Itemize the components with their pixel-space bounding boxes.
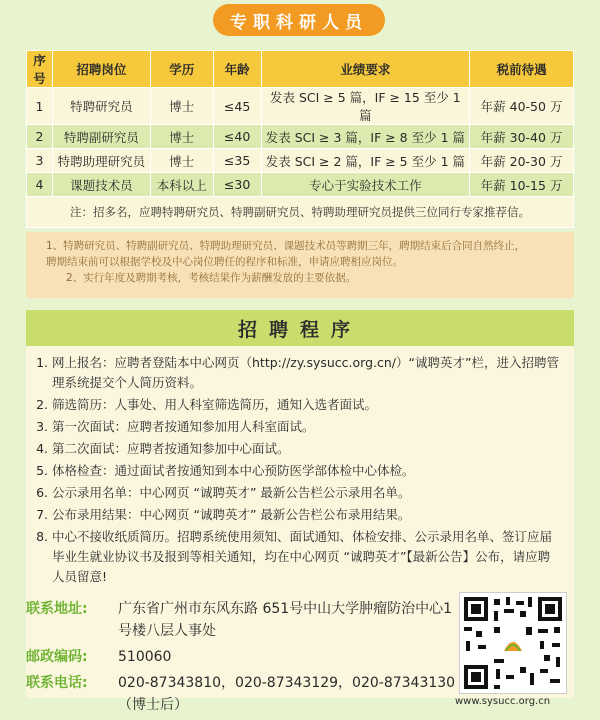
cell-index: 4 xyxy=(27,173,53,197)
recruitment-table xyxy=(26,50,574,228)
list-item xyxy=(26,395,574,415)
list-item xyxy=(26,461,574,481)
cell-salary: 年薪 20-30 万 xyxy=(470,149,574,173)
cell-index: 1 xyxy=(27,88,53,125)
step-number: 1. xyxy=(36,355,48,370)
list-item xyxy=(26,353,574,393)
col-header-age: 年龄 xyxy=(213,51,261,88)
list-item xyxy=(26,417,574,437)
step-text: 筛选简历：人事处、用人科室筛选简历，通知入选者面试。 xyxy=(52,397,378,412)
step-text: 公布录用结果：中心网页 “诚聘英才” 最新公告栏公布录用结果。 xyxy=(52,507,411,522)
list-item xyxy=(26,439,574,459)
step-text: 第二次面试：应聘者按通知参加中心面试。 xyxy=(52,441,290,456)
cell-salary: 年薪 40-50 万 xyxy=(470,88,574,125)
cell-requirements: 发表 SCI ≥ 5 篇，IF ≥ 15 至少 1 篇 xyxy=(261,88,470,125)
col-header-salary: 税前待遇 xyxy=(470,51,574,88)
cell-requirements: 发表 SCI ≥ 2 篇，IF ≥ 5 至少 1 篇 xyxy=(261,149,470,173)
cell-age: ≤40 xyxy=(213,125,261,149)
cell-education: 博士 xyxy=(150,88,213,125)
postcode-value: 510060 xyxy=(118,649,172,665)
cell-age: ≤45 xyxy=(213,88,261,125)
cell-education: 本科以上 xyxy=(150,173,213,197)
notice-line: 聘期结束前可以根据学校及中心岗位聘任的程序和标准，申请应聘相应岗位。 xyxy=(46,256,403,268)
list-item xyxy=(26,483,574,503)
website-url[interactable]: www.sysucc.org.cn xyxy=(455,696,551,707)
section-title-research-staff: 专职科研人员 xyxy=(213,4,385,36)
cell-position: 特聘副研究员 xyxy=(52,125,150,149)
contact-phone-row xyxy=(26,672,456,716)
contact-address-row xyxy=(26,598,456,642)
col-header-index: 序号 xyxy=(27,51,53,88)
step-number: 7. xyxy=(36,507,48,522)
phone-label: 联系电话: xyxy=(26,675,88,691)
cell-salary: 年薪 30-40 万 xyxy=(470,125,574,149)
table-row xyxy=(27,173,574,197)
cell-education: 博士 xyxy=(150,149,213,173)
step-text: 第一次面试：应聘者按通知参加用人科室面试。 xyxy=(52,419,315,434)
step-text: 体格检查：通过面试者按通知到本中心预防医学部体检中心体检。 xyxy=(52,463,415,478)
notice-line: 1、特聘研究员、特聘副研究员、特聘助理研究员、课题技术员等聘期三年，聘期结束后合同自然终止， xyxy=(46,240,526,252)
table-header-row xyxy=(27,51,574,88)
step-number: 5. xyxy=(36,463,48,478)
step-text: 网上报名：应聘者登陆本中心网页（http://zy.sysucc.org.cn/）“诚聘英才”栏，进入招聘管理系统提交个人简历资料。 xyxy=(52,355,559,390)
cell-education: 博士 xyxy=(150,125,213,149)
col-header-requirements: 业绩要求 xyxy=(261,51,470,88)
cell-index: 3 xyxy=(27,149,53,173)
contract-notice xyxy=(26,232,574,298)
step-number: 3. xyxy=(36,419,48,434)
step-number: 6. xyxy=(36,485,48,500)
step-number: 8. xyxy=(36,529,48,544)
address-label: 联系地址: xyxy=(26,601,88,617)
section-title-procedure: 招聘程序 xyxy=(26,310,574,346)
step-text: 中心不接收纸质简历。招聘系统使用须知、面试通知、体检安排、公示录用名单、签订应届毕业生就业协议书及报到等相关通知，均在中心网页 “诚聘英才”【最新公告】公布，请应聘人员留意! xyxy=(52,529,553,584)
address-value: 广东省广州市东风东路 651号中山大学肿瘤防治中心1号楼八层人事处 xyxy=(118,601,453,639)
table-row xyxy=(27,125,574,149)
cell-age: ≤30 xyxy=(213,173,261,197)
col-header-education: 学历 xyxy=(150,51,213,88)
table-row xyxy=(27,88,574,125)
table-row xyxy=(27,149,574,173)
phone-value: 020-87343810，020-87343129，020-87343130（博士后） xyxy=(118,675,456,713)
postcode-label: 邮政编码: xyxy=(26,649,88,665)
cell-index: 2 xyxy=(27,125,53,149)
procedure-steps xyxy=(26,353,574,589)
qr-code-icon[interactable] xyxy=(459,592,567,694)
list-item xyxy=(26,527,574,587)
cell-age: ≤35 xyxy=(213,149,261,173)
table-note: 注：招多名，应聘特聘研究员、特聘副研究员、特聘助理研究员提供三位同行专家推荐信。 xyxy=(27,197,574,228)
notice-line: 2、实行年度及聘期考核，考核结果作为薪酬发放的主要依据。 xyxy=(66,272,357,284)
col-header-position: 招聘岗位 xyxy=(52,51,150,88)
list-item xyxy=(26,505,574,525)
step-number: 4. xyxy=(36,441,48,456)
cell-position: 特聘研究员 xyxy=(52,88,150,125)
cell-requirements: 发表 SCI ≥ 3 篇，IF ≥ 8 至少 1 篇 xyxy=(261,125,470,149)
cell-position: 特聘助理研究员 xyxy=(52,149,150,173)
contact-info xyxy=(26,598,456,720)
step-number: 2. xyxy=(36,397,48,412)
cell-position: 课题技术员 xyxy=(52,173,150,197)
contact-postcode-row xyxy=(26,646,456,668)
table-note-row xyxy=(27,197,574,228)
cell-salary: 年薪 10-15 万 xyxy=(470,173,574,197)
step-text: 公示录用名单：中心网页 “诚聘英才” 最新公告栏公示录用名单。 xyxy=(52,485,411,500)
cell-requirements: 专心于实验技术工作 xyxy=(261,173,470,197)
